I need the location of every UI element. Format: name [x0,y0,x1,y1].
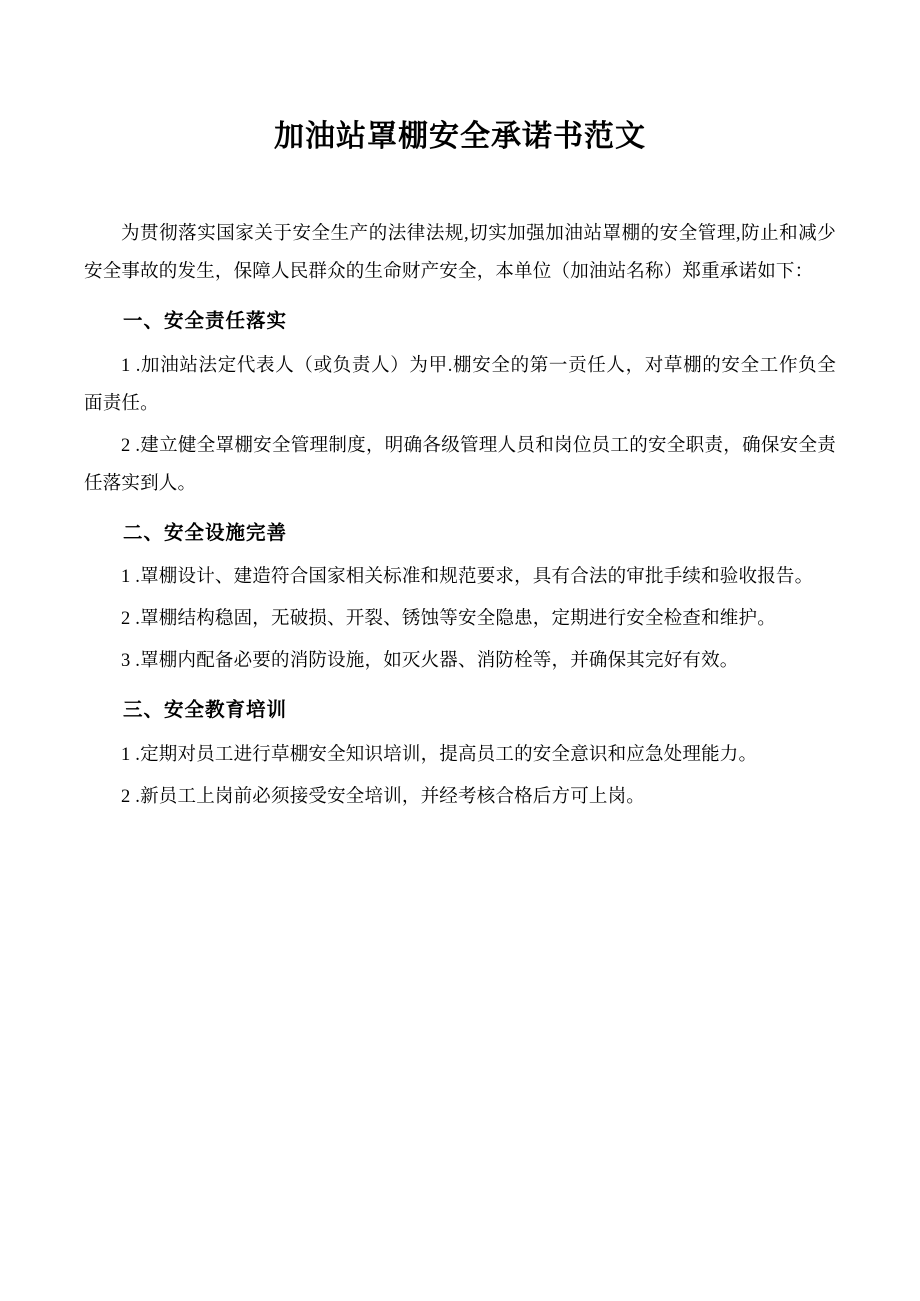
document-body [84,216,836,817]
intro-paragraph: 为贯彻落实国家关于安全生产的法律法规,切实加强加油站罩棚的安全管理,防止和减少安全事故的发生，保障人民群众的生命财产安全，本单位（加油站名称）郑重承诺如下： [84,224,836,282]
section-2-item-1: 1 .罩棚设计、建造符合国家相关标准和规范要求，具有合法的审批手续和验收报告。 [121,567,814,588]
section-heading-1: 一、安全责任落实 [123,309,288,332]
section-3-item-1: 1 .定期对员工进行草棚安全知识培训，提高员工的安全意识和应急处理能力。 [121,745,758,766]
page-title: 加油站罩棚安全承诺书范文 [274,120,646,153]
section-1-item-2: 2 .建立健全罩棚安全管理制度，明确各级管理人员和岗位员工的安全职责，确保安全责任落实到人。 [84,435,836,494]
section-2-item-3: 3 .罩棚内配备必要的消防设施，如灭火器、消防栓等，并确保其完好有效。 [121,651,739,672]
section-heading-2: 二、安全设施完善 [123,521,288,544]
section-heading-3: 三、安全教育培训 [123,699,288,722]
section-3-item-2: 2 .新员工上岗前必须接受安全培训，并经考核合格后方可上岗。 [121,787,646,808]
section-1-item-1: 1 .加油站法定代表人（或负责人）为甲.棚安全的第一贡任人，对草棚的安全工作负全面责任。 [84,355,836,414]
section-2-item-2: 2 .罩棚结构稳固，无破损、开裂、锈蚀等安全隐患，定期进行安全检查和维护。 [121,609,776,630]
